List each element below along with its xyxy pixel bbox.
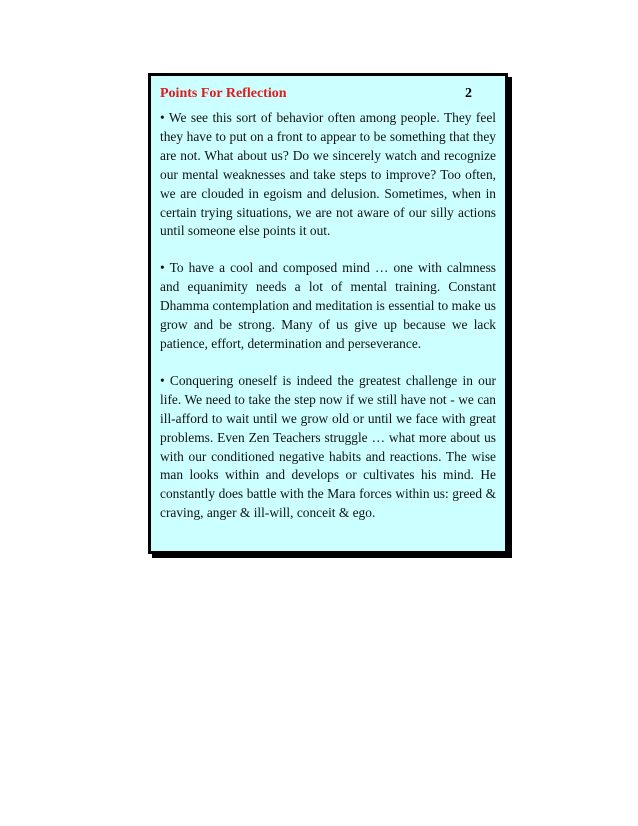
page-title: Points For Reflection: [160, 86, 287, 101]
paragraph-3: • Conquering oneself is indeed the greatest challenge in our life. We need to take the step now if we still have not - we can ill-afford to wait until we grow old or until we face with great problems. Even Zen Teachers struggle … what more about us with our conditioned negative habits and reactions. The wise man looks within and develops or cultivates his mind. He constantly does battle with the Mara forces within us: greed & craving, anger & ill-will, conceit & ego.: [160, 372, 496, 521]
reflection-box: [148, 73, 508, 554]
paragraph-2: • To have a cool and composed mind … one with calmness and equanimity needs a lot of mental training. Constant Dhamma contemplation and meditation is essential to make us grow and be strong. Many of us give up because we lack patience, effort, determination and perseverance.: [160, 260, 496, 351]
box-header: [160, 85, 496, 103]
page-number: 2: [465, 86, 472, 101]
paragraph-1: • We see this sort of behavior often among people. They feel they have to put on a front to appear to be something that they are not. What about us? Do we sincerely watch and recognize our mental weaknesses and take steps to improve? Too often, we are clouded in egoism and delusion. Sometimes, when in certain trying situations, we are not aware of our silly actions until someone else points it out.: [160, 110, 496, 239]
